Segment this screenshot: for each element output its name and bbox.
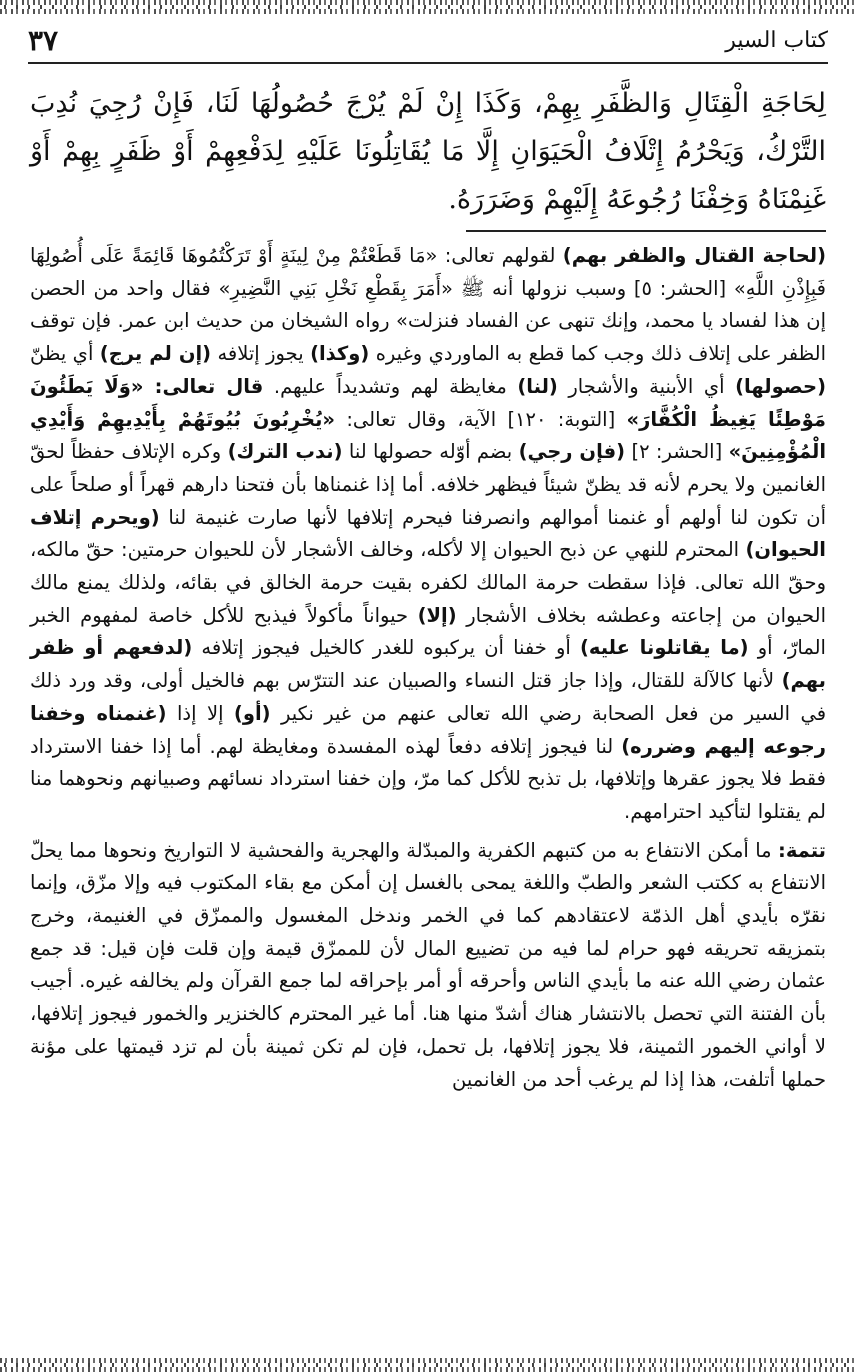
commentary-bold-segment: تتمة: — [778, 838, 826, 862]
commentary-segment: وكره الإتلاف حفظاً لحقّ الغانمين ولا يحرم لأنه قد يظنّ شيئاً فيظهر خلافه. أما إذا غنمناها بأن فتحنا دارهم قهراً أو صلحاً على أن تكون لنا أولهم أو غنمنا أموالهم وانصرفنا فيحرم إتلافها لأنها صارت غنيمة لنا — [30, 440, 826, 529]
commentary-segment: [التوبة: ١٢٠] الآية، وقال تعالى: — [335, 407, 627, 431]
commentary-bold-segment: (أو) — [233, 701, 271, 725]
commentary-segment: حيواناً مأكولاً فيذبح للأكل خاصة لمفهوم الخبر المارّ، أو — [30, 603, 826, 660]
commentary-bold-segment: (لدفعهم أو ظفر بهم) — [30, 636, 826, 693]
commentary-segment: يجوز إتلافه — [211, 342, 311, 366]
commentary-segment: أي الأبنية والأشجار — [557, 374, 736, 398]
commentary-bold-segment: (حصولها) — [735, 374, 826, 398]
commentary-segment: مغايظة لهم وتشديداً عليهم. — [263, 374, 518, 398]
top-ornamental-border — [0, 0, 856, 14]
commentary-bold-segment: (ما يقاتلونا عليه) — [579, 636, 749, 660]
commentary-segment: [الحشر: ٢] — [625, 440, 729, 464]
commentary-segment: أو خفنا أن يركبوه للغدر كالخيل فيجوز إتلافه — [192, 636, 580, 660]
commentary-segment: ما أمكن الانتفاع به من كتبهم الكفرية والمبدّلة والهجرية والفحشية لا التواريخ ونحوها مما يحلّ الانتفاع به ككتب الشعر والطبّ واللغة يمحى بالغسل إن أمكن مع بقاء المكتوب فيه وإلا مزّق، وإنما نقرّه بأيدي أهل الذمّة لاعتقادهم كما في الخمر وندخل المغسول والممزّق في الغنيمة، وخرج بتمزيقه تحريقه فهو حرام لما فيه من تضييع المال لأن للممزّق قيمة وإن قلت فإن قيل: قد جمع عثمان رضي الله عنه ما بأيدي الناس وأحرقه أو أمر بإحراقه لما جمع القرآن ولم يخالفه غيره. أجيب بأن الفتنة التي تحصل بالانتشار هناك أشدّ منها هنا. أما غير المحترم كالخنزير والخمور فيجوز إتلافها، لا أواني الخمور الثمينة، فلا يجوز إتلافها، بل تحمل، فإن لم تكن ثمينة بأن لم تزد قيمتها على مؤنة حملها أتلفت، هذا إذا لم يرغب أحد من الغانمين — [30, 838, 826, 1091]
page-header — [28, 22, 828, 64]
commentary-segment: لأنها كالآلة للقتال، وإذا جاز قتل النساء والصبيان عند التترّس بهم فالخيل أولى، وقد ورد ذلك في السير من فعل الصحابة رضي الله تعالى عنهم من غير نكير — [30, 669, 827, 725]
page-content — [30, 80, 826, 1096]
commentary-bold-segment: (لنا) — [517, 374, 558, 398]
commentary-bold-segment: (فإن رجي) — [518, 440, 626, 464]
commentary-bold-segment: (إن لم يرج) — [99, 342, 212, 366]
commentary-segment: أي يظنّ — [30, 342, 100, 366]
main-text: لِحَاجَةِ الْقِتَالِ وَالظَّفَرِ بِهِمْ، وَكَذَا إِنْ لَمْ يُرْجَ حُصُولُهَا لَنَا، فَإِنْ رُجِيَ نُدِبَ التَّرْكُ، وَيَحْرُمُ إِتْلَافُ الْحَيَوَانِ إِلَّا مَا يُقَاتِلُونَا عَلَيْهِ لِدَفْعِهِمْ أَوْ ظَفَرٍ بِهِمْ أَوْ غَنِمْنَاهُ وَخِفْنَا رُجُوعَهُ إِلَيْهِمْ وَضَرَرَهُ. — [30, 88, 826, 215]
commentary-bold-segment: (ندب الترك) — [227, 440, 343, 464]
commentary-bold-segment: «يُخْرِبُونَ بُيُوتَهُمْ بِأَيْدِيهِمْ وَأَيْدِي الْمُؤْمِنِينَ» — [30, 407, 827, 464]
commentary-segment: لقولهم تعالى: «مَا قَطَعْتُمْ مِنْ لِينَةٍ أَوْ تَرَكْتُمُوهَا قَائِمَةً عَلَى أُصُولِهَا فَبِإِذْنِ اللَّهِ» [الحشر: ٥] وسبب نزولها أنه ﷺ «أَمَرَ بِقَطْعِ نَخْلِ بَنِي النَّضِيرِ» فقال واحد من الحصن إن هذا لفساد يا محمد، وإنك تنهى عن الفساد فنزلت» رواه الشيخان من حديث ابن عمر. فإن توقف الظفر على إتلاف ذلك وجب كما قطع به الماوردي وغيره — [30, 244, 826, 366]
commentary-bold-segment: (وكذا) — [310, 342, 370, 366]
commentary-bold-segment: (غنمناه وخفنا رجوعه إليهم وضرره) — [30, 701, 827, 758]
bottom-ornamental-border — [0, 1358, 856, 1372]
commentary-bold-segment: (ويحرم إتلاف الحيوان) — [30, 505, 826, 562]
commentary-bold-segment: قال تعالى: «وَلَا يَطَئُونَ مَوْطِئًا يَغِيظُ الْكُفَّارَ» — [30, 374, 826, 431]
commentary-segment: المحترم للنهي عن ذبح الحيوان إلا لأكله، وخالف الأشجار لأن للحيوان حرمتين: حقّ مالكه، وحقّ الله تعالى. فإذا سقطت حرمة المالك لكفره بقيت حرمة الخالق في بقائه، ولذلك يمنع مالك الحيوان من إجاعته وعطشه بخلاف الأشجار — [30, 538, 826, 627]
commentary-bold-segment: (إلا) — [417, 603, 457, 627]
commentary-paragraph-1 — [30, 240, 826, 829]
commentary-paragraph-2 — [30, 835, 826, 1097]
commentary-segment: إلا إذا — [166, 701, 234, 725]
page-number: ٣٧ — [28, 24, 59, 57]
commentary-segment: بضم أوّله حصولها لنا — [342, 440, 519, 464]
text-separator — [466, 230, 826, 232]
commentary-bold-segment: (لحاجة القتال والظفر بهم) — [562, 244, 826, 267]
commentary-segment: لنا فيجوز إتلافه دفعاً لهذه المفسدة ومغايظة لهم. أما إذا خفنا الاسترداد فقط فلا يجوز عقرها وإتلافها، بل تذبح للأكل كما مرّ، وإن خفنا استرداد نسائهم وصبيانهم ونحوهما منا لم يقتلوا لتأكيد احترامهم. — [30, 734, 826, 823]
book-title: كتاب السير — [725, 28, 828, 53]
